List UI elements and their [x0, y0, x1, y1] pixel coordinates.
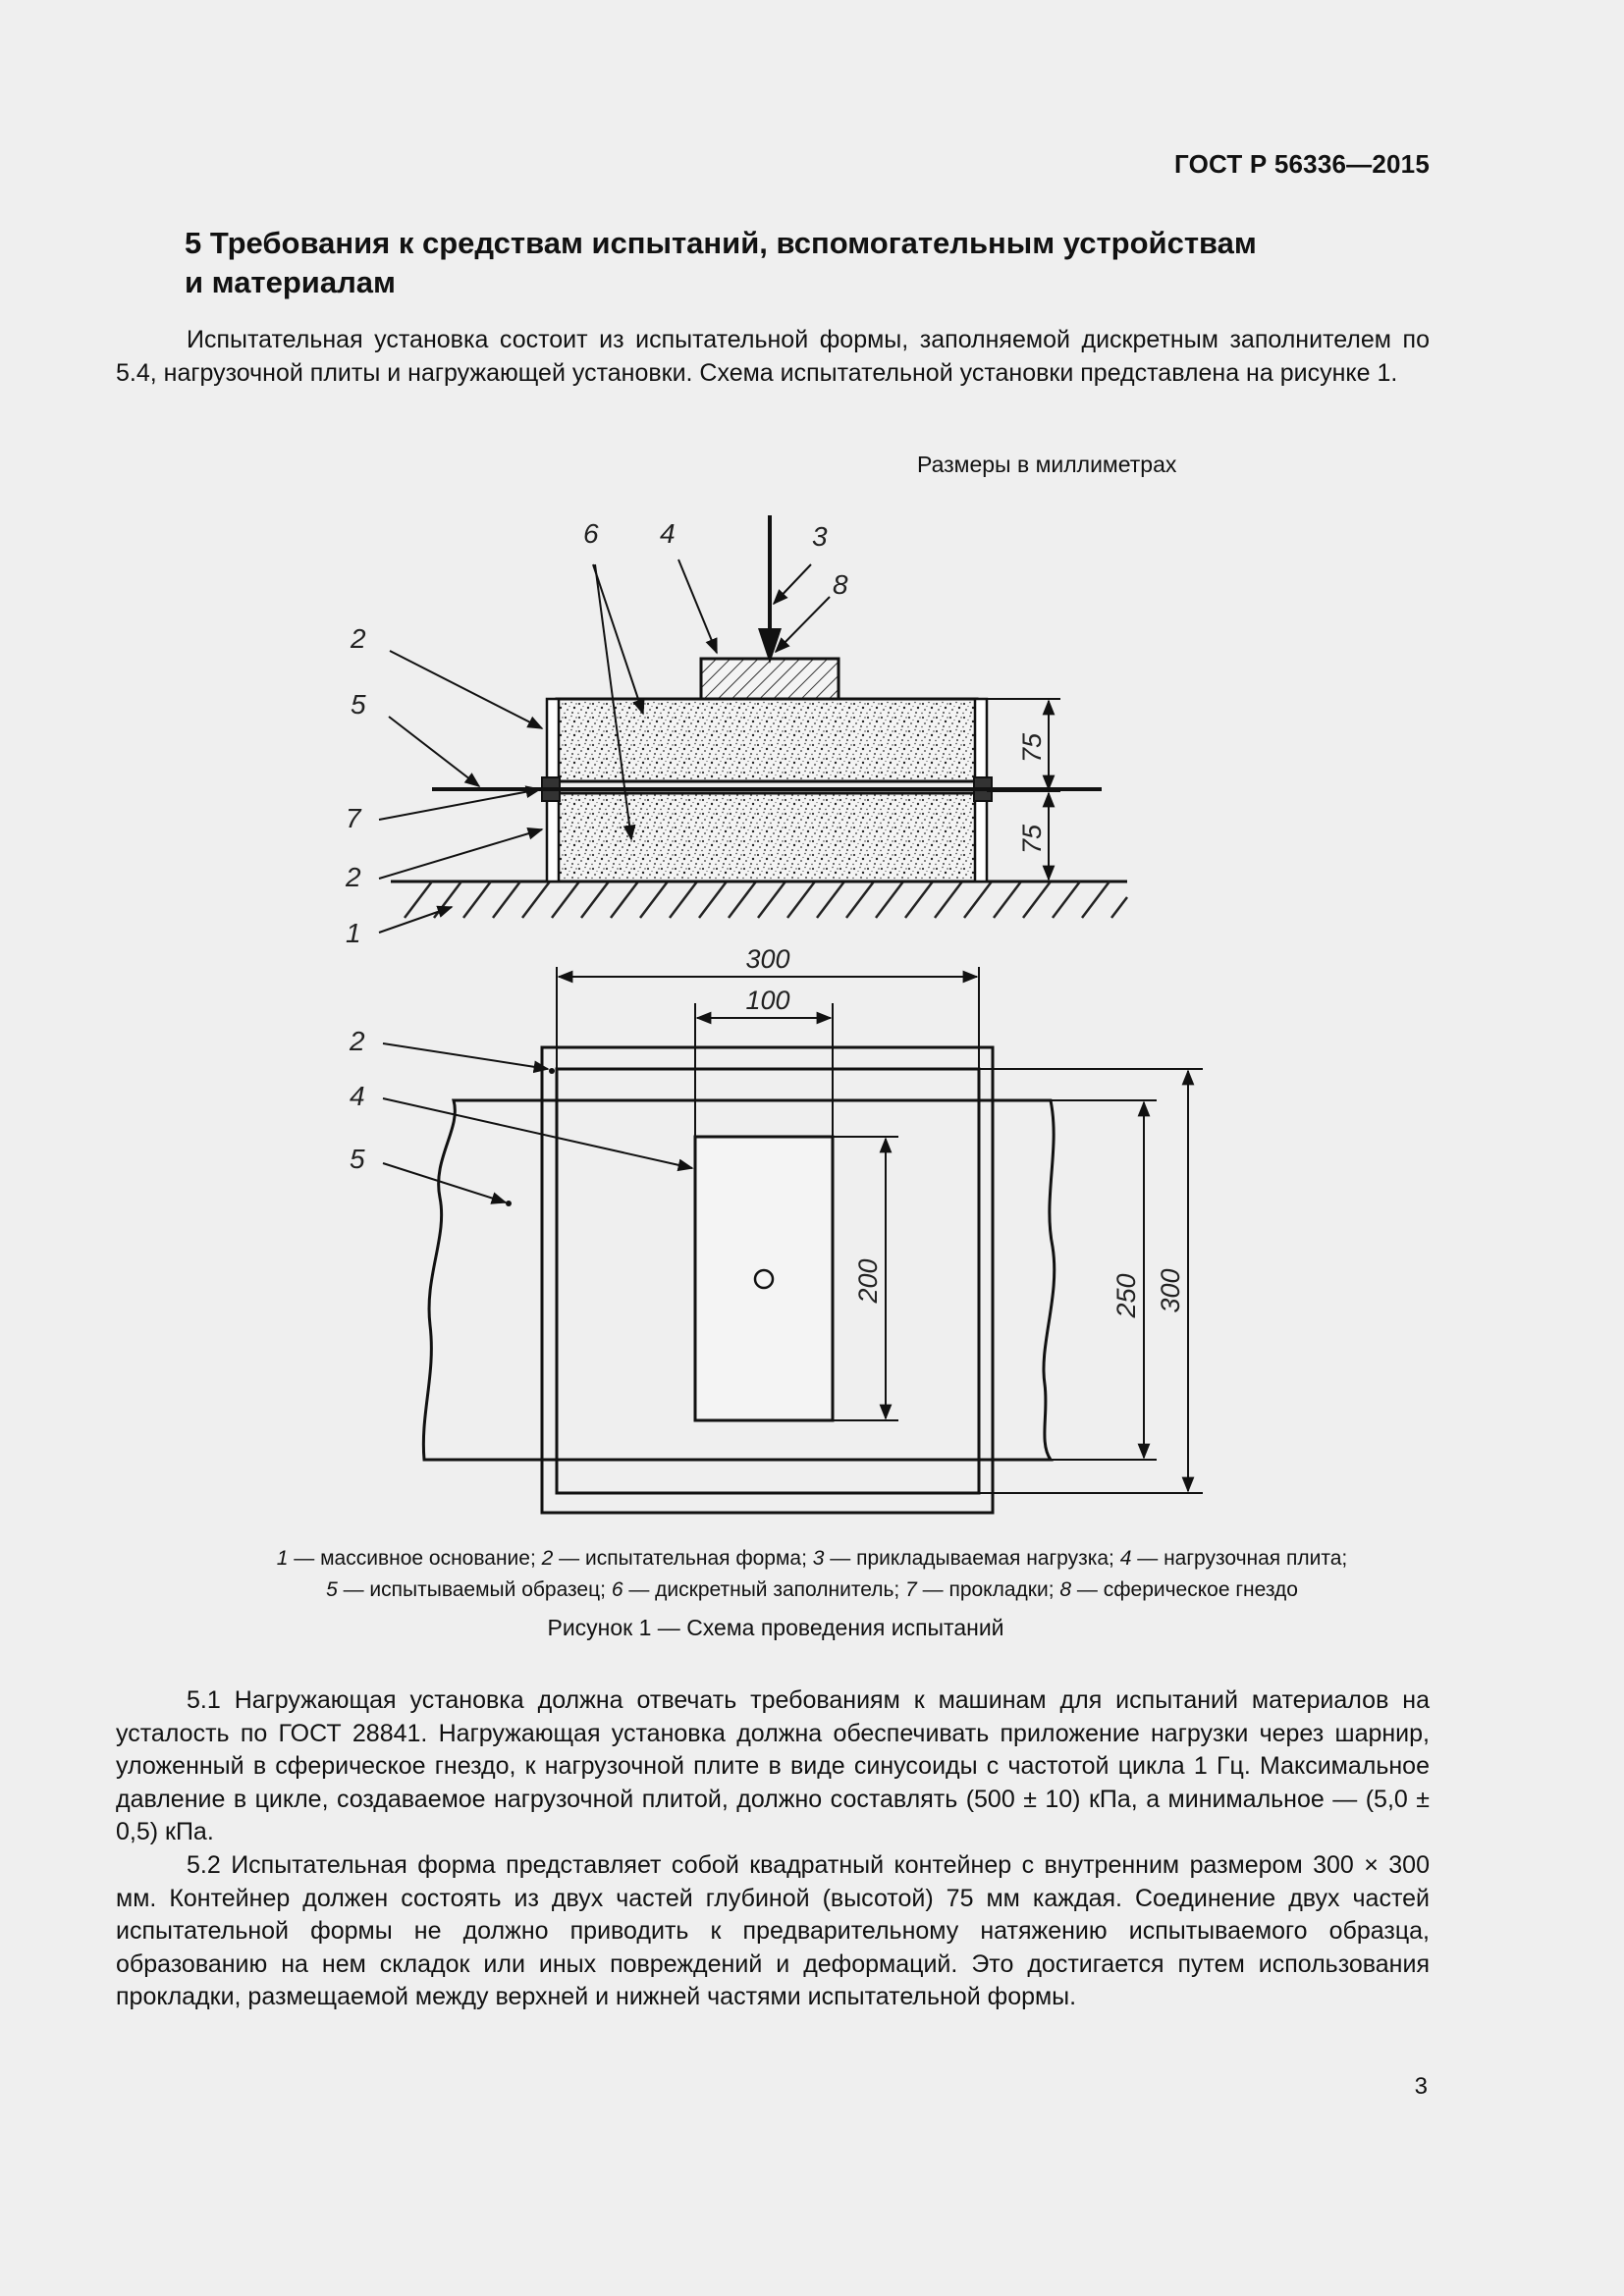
dim-75-top: 75	[1017, 732, 1047, 764]
dim-300-width: 300	[745, 944, 790, 974]
dim-200: 200	[853, 1258, 883, 1304]
figure-legend	[147, 1543, 1477, 1606]
loading-plate	[701, 659, 839, 699]
label-2-lower: 2	[346, 862, 361, 892]
legend-line-1: 1 — массивное основание; 2 — испытательная форма; 3 — прикладываемая нагрузка; 4 — нагрузочная плита;	[276, 1547, 1348, 1570]
label-1: 1	[346, 918, 361, 948]
ground-hatching	[405, 881, 1127, 918]
dim-300-height: 300	[1156, 1268, 1185, 1313]
label-8: 8	[833, 569, 848, 600]
label-2-plan: 2	[350, 1026, 365, 1056]
label-6: 6	[583, 518, 599, 549]
dim-100: 100	[745, 986, 790, 1015]
label-7: 7	[346, 803, 361, 833]
label-4-side: 4	[660, 518, 676, 549]
legend-line-2: 5 — испытываемый образец; 6 — дискретный заполнитель; 7 — прокладки; 8 — сферическое гнездо	[326, 1578, 1298, 1601]
label-2-upper: 2	[351, 623, 366, 654]
paragraph-5-1: 5.1 Нагружающая установка должна отвечать требованиям к машинам для испытаний материалов на усталость по ГОСТ 28841. Нагружающая установка должна обеспечивать приложение нагрузки через шарнир, уложенный в сферическое гнездо, к нагрузочной плите в виде синусоиды с частотой цикла 1 Гц. Максимальное давление в цикле, создаваемое нагрузочной плитой, должно составлять (500 ± 10) кПа, а минимальное — (5,0 ± 0,5) кПа.	[116, 1686, 1430, 1845]
section-title-line-1: 5 Требования к средствам испытаний, вспомогательным устройствам	[185, 226, 1257, 260]
label-5-plan: 5	[350, 1144, 365, 1174]
paragraph-5-2: 5.2 Испытательная форма представляет собой квадратный контейнер с внутренним размером 300 × 300 мм. Контейнер должен состоять из двух частей глубиной (высотой) 75 мм каждая. Соединение двух частей испытательной формы не должно приводить к предварительному натяжению испытываемого образца, образованию на нем складок или иных повреждений и деформаций. Это достигается путем использования прокладки, размещаемой между верхней и нижней частями испытательной формы.	[116, 1851, 1430, 2010]
page-number: 3	[1414, 2073, 1428, 2100]
figure-caption: Рисунок 1 — Схема проведения испытаний	[547, 1615, 1004, 1640]
label-4-plan: 4	[350, 1081, 365, 1111]
plan-view	[349, 944, 1203, 1513]
aggregate-upper	[557, 699, 977, 781]
aggregate-lower	[557, 793, 977, 881]
intro-paragraph: Испытательная установка состоит из испытательной формы, заполняемой дискретным заполнителем по 5.4, нагрузочной плиты и нагружающей установки. Схема испытательной установки представлена на рисунке 1.	[116, 326, 1430, 387]
document-code: ГОСТ Р 56336—2015	[1174, 149, 1430, 179]
units-note: Размеры в миллиметрах	[917, 452, 1177, 477]
section-title-line-2: и материалам	[185, 265, 396, 299]
loading-plate-plan	[695, 1137, 833, 1420]
dim-75-bottom: 75	[1017, 824, 1047, 855]
side-view	[345, 515, 1127, 948]
label-5-side: 5	[351, 689, 366, 720]
label-3: 3	[812, 521, 828, 552]
dim-250: 250	[1111, 1273, 1141, 1318]
